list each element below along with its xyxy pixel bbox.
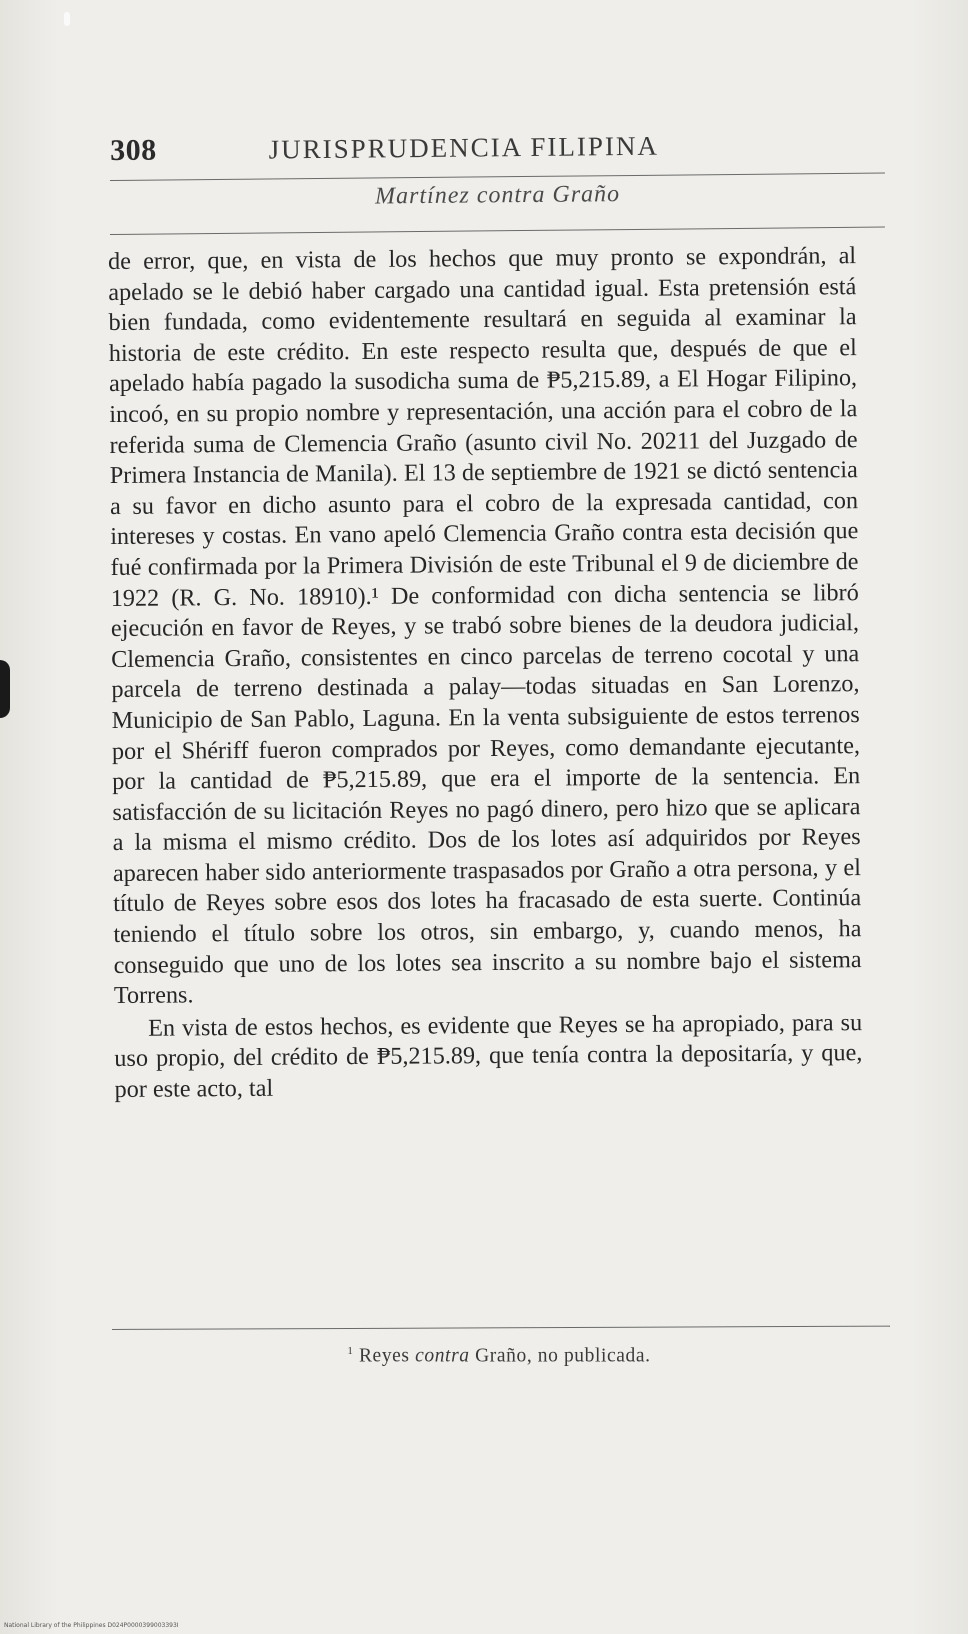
paragraph: de error, que, en vista de los hechos que muy pronto se expondrán, al apelado se le debió haber cargado una cantidad igual. Esta pretensión está bien fundada, como evidentemente resultará en seguida al examinar la historia de este crédito. En este respecto resulta que, después de que el apelado había pagado la susodicha suma de ₱5,215.89, a El Hogar Filipino, incoó, en su propio nombre y representación, una acción para el cobro de la referida suma de Clemencia Graño (asunto civil No. 20211 del Juzgado de Primera Instancia de Manila). El 13 de septiembre de 1921 se dictó sentencia a su favor en dicho asunto para el cobro de la expresada cantidad, con intereses y costas. En vano apeló Clemencia Graño contra esta decisión que fué confirmada por la Primera División de este Tribunal el 9 de diciembre de 1922 (R. G. No. 18910).¹ De conformidad con dicha sentencia se libró ejecución en favor de Reyes, y se trabó sobre bienes de la deudora judicial, Clemencia Graño, consistentes en cinco parcelas de terreno cocotal y una parcela de terreno destinada a palay—todas situadas en San Lorenzo, Municipio de San Pablo, Laguna. En la venta subsiguiente de estos terrenos por el Shériff fueron comprados por Reyes, como demandante ejecutante, por la cantidad de ₱5,215.89, que era el importe de la sentencia. En satisfacción de su licitación Reyes no pagó dinero, pero hizo que se aplicara a la misma el mismo crédito. Dos de los lotes así adquiridos por Reyes aparecen haber sido anteriormente traspasados por Graño a otra persona, y el título de Reyes sobre esos dos lotes ha fracasado de esta suerte. Continúa teniendo el título sobre los otros, sin embargo, y, cuando menos, ha conseguido que uno de los lotes sea inscrito a su nombre bajo el sistema Torrens. [108,242,862,1010]
main-text [108,241,863,1105]
footnote-rule [112,1326,890,1330]
footnote-rest: Graño, no publicada. [475,1345,651,1367]
binding-shadow [0,660,10,718]
footnote [110,1345,888,1368]
running-title: JURISPRUDENCIA FILIPINA [268,130,660,165]
footnote-connector: contra [415,1345,470,1367]
scan-footer: National Library of the Philippines D024P0000399003393I [4,1622,179,1629]
case-caption: Martínez contra Graño [374,181,621,210]
paragraph: En vista de estos hechos, es evidente que Reyes se ha apropiado, para su uso propio, del crédito de ₱5,215.89, que tenía contra la depositaría, y que, por este acto, tal [114,1008,863,1104]
scan-artifact [64,12,70,26]
footnote-marker: 1 [347,1345,354,1357]
footnote-party: Reyes [358,1345,410,1367]
page-number: 308 [110,133,157,167]
caption-rule [110,227,885,235]
